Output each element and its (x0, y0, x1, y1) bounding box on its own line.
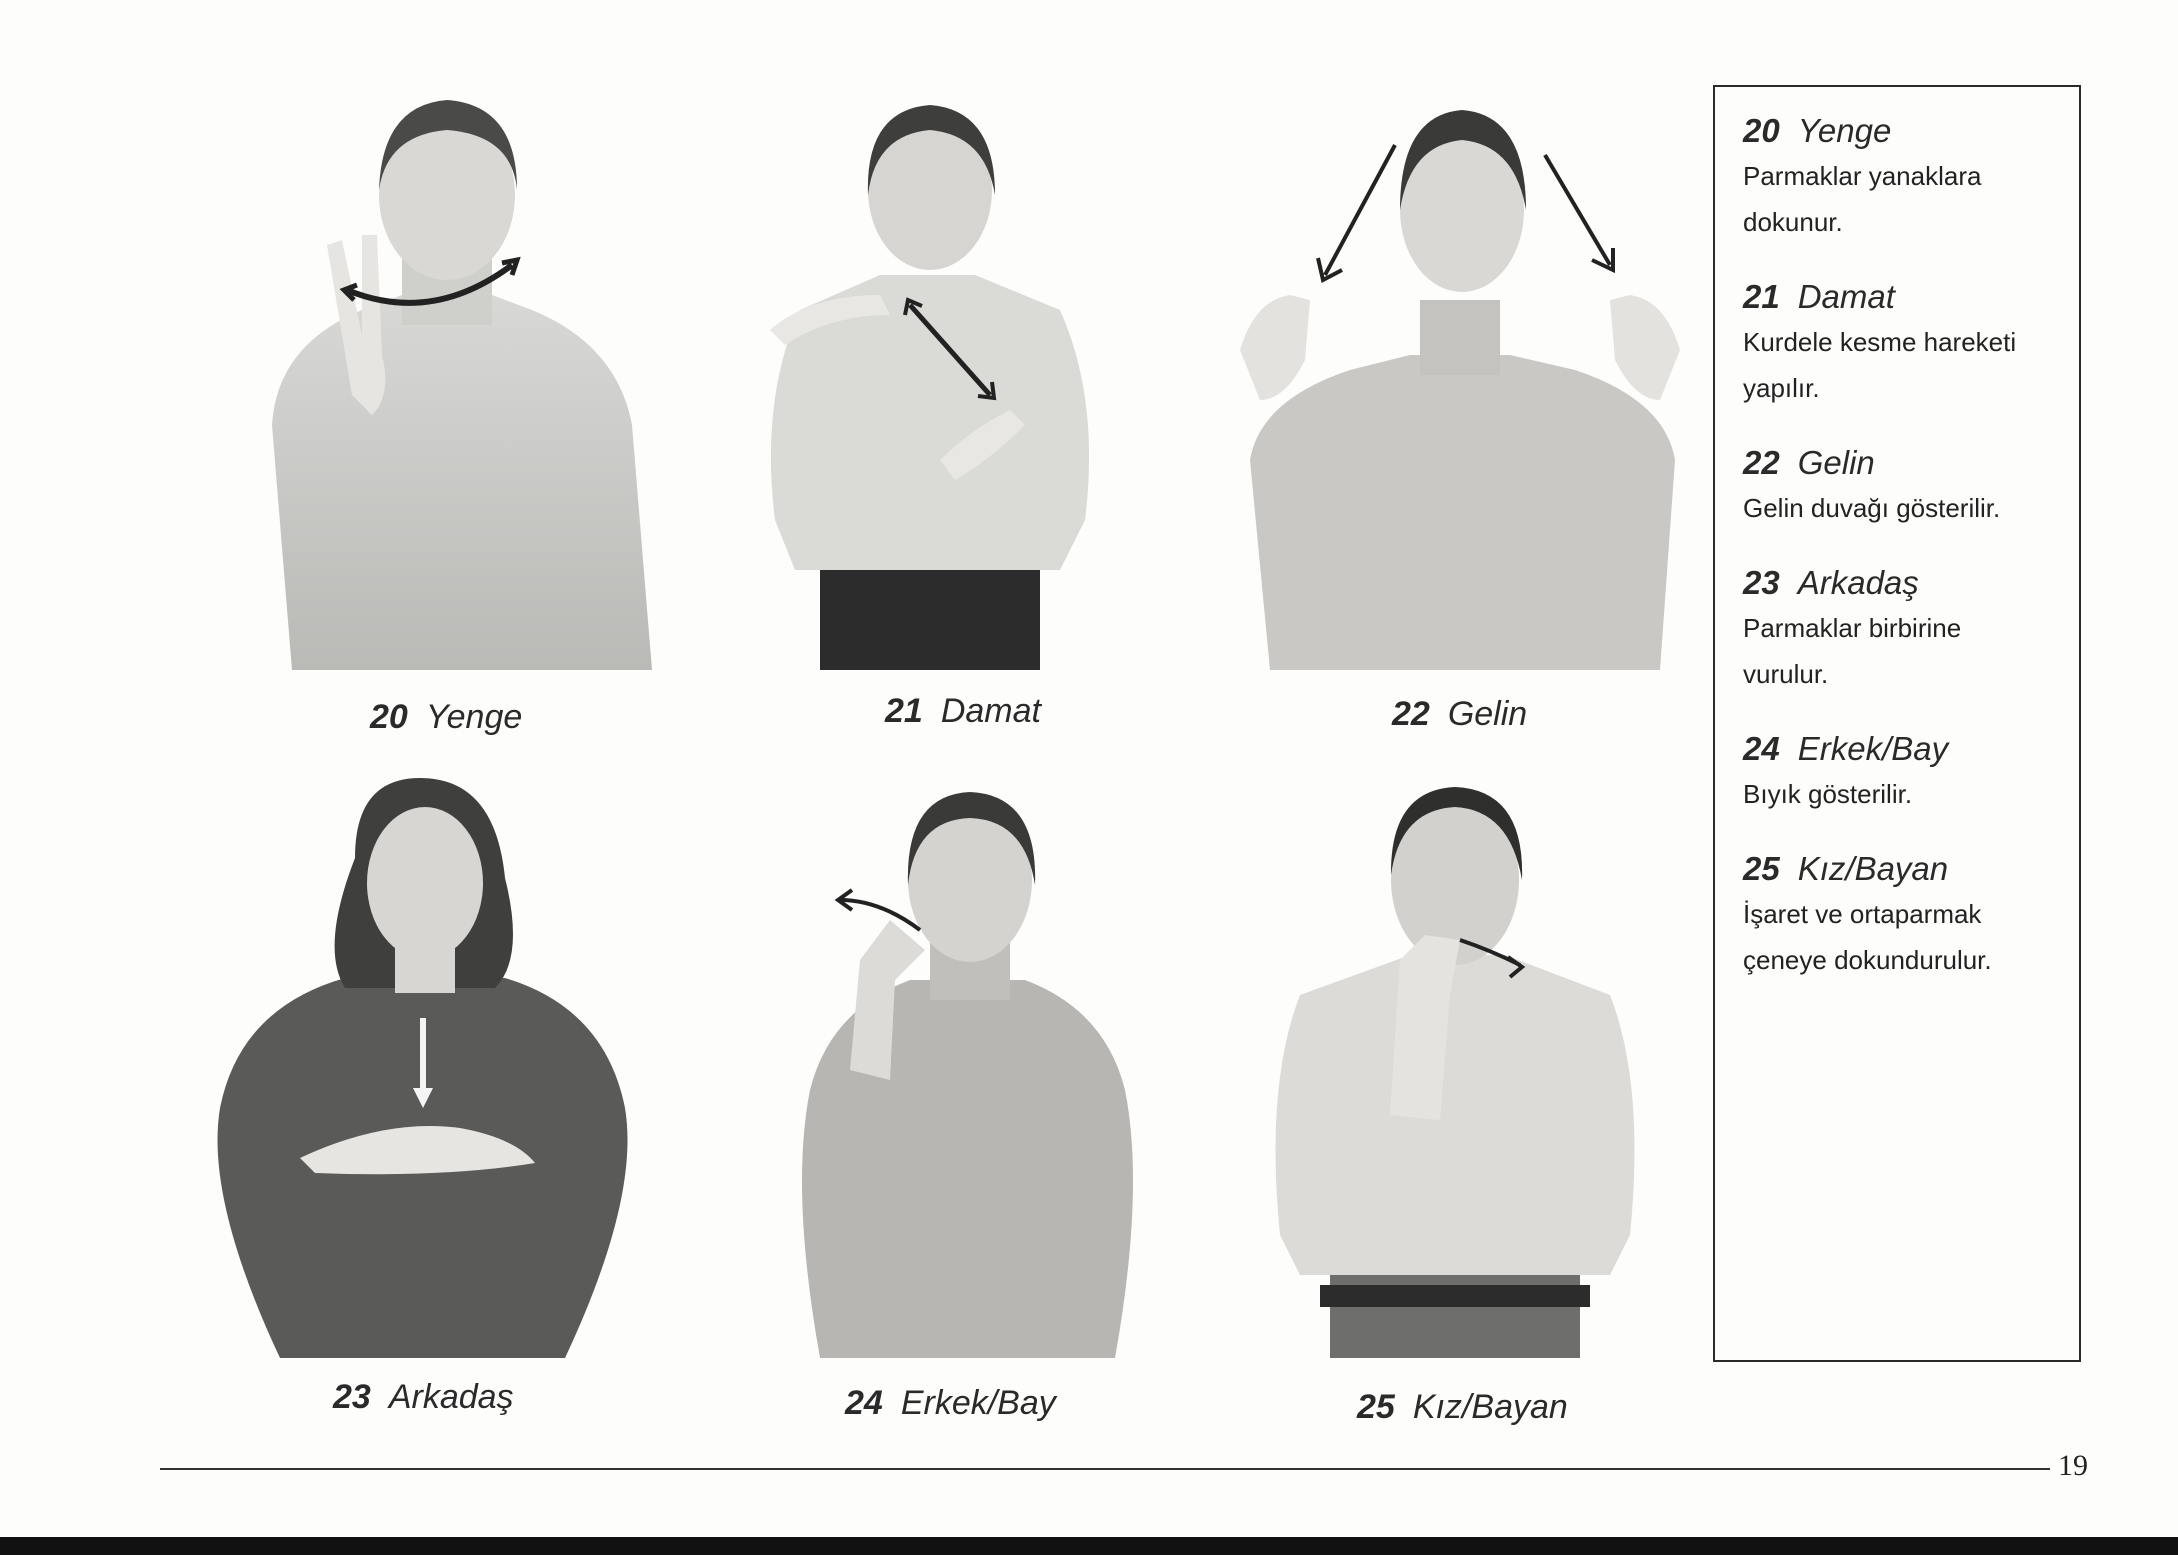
caption-25 (1357, 1388, 1568, 1427)
legend-description-line: yapılır. (1743, 373, 1820, 403)
legend-number: 24 (1743, 730, 1780, 767)
legend-description-line: Parmaklar yanaklara (1743, 161, 1982, 191)
caption-24 (845, 1384, 1056, 1423)
legend-word: Yenge (1797, 112, 1892, 149)
page-number: 19 (2058, 1449, 2088, 1482)
legend-entry-20 (1743, 109, 2051, 245)
legend-number: 25 (1743, 850, 1780, 887)
caption-word: Yenge (425, 698, 523, 736)
caption-number: 20 (370, 698, 408, 736)
legend-number: 20 (1743, 112, 1780, 149)
legend-word: Erkek/Bay (1797, 730, 1949, 767)
photo-20-yenge (232, 95, 662, 670)
caption-22 (1392, 695, 1527, 734)
caption-number: 21 (885, 692, 923, 730)
legend-word: Gelin (1797, 444, 1875, 481)
legend-description-line: vurulur. (1743, 659, 1829, 689)
legend-description-line: İşaret ve ortaparmak (1743, 899, 1982, 929)
person-illustration (205, 778, 640, 1358)
legend-word: Kız/Bayan (1797, 850, 1949, 887)
legend-description-line: Gelin duvağı gösterilir. (1743, 493, 2001, 523)
caption-word: Arkadaş (388, 1378, 514, 1416)
photo-24-erkek-bay (780, 790, 1155, 1358)
legend-description-line: Bıyık gösterilir. (1743, 779, 1913, 809)
caption-word: Kız/Bayan (1412, 1388, 1568, 1426)
legend-entry-23 (1743, 561, 2051, 697)
person-illustration (232, 95, 662, 670)
caption-word: Erkek/Bay (900, 1384, 1056, 1422)
legend-heading (1743, 561, 2051, 605)
legend-entry-25 (1743, 847, 2051, 983)
legend-heading (1743, 727, 2051, 771)
legend-number: 22 (1743, 444, 1780, 481)
footer-rule (160, 1468, 2050, 1470)
legend-heading (1743, 275, 2051, 319)
caption-number: 25 (1357, 1388, 1395, 1426)
photo-22-gelin (1230, 100, 1692, 670)
legend-box (1713, 85, 2081, 1362)
caption-number: 22 (1392, 695, 1430, 733)
caption-23 (333, 1378, 514, 1417)
photo-25-kiz-bayan (1260, 785, 1650, 1358)
legend-description-line: Kurdele kesme hareketi (1743, 327, 2017, 357)
caption-number: 23 (333, 1378, 371, 1416)
scan-edge (0, 1537, 2178, 1555)
legend-heading (1743, 847, 2051, 891)
legend-number: 23 (1743, 564, 1780, 601)
legend-heading (1743, 441, 2051, 485)
legend-description-line: Parmaklar birbirine (1743, 613, 1962, 643)
legend-word: Damat (1797, 278, 1895, 315)
caption-number: 24 (845, 1384, 883, 1422)
person-illustration (1230, 100, 1692, 670)
legend-word: Arkadaş (1797, 564, 1919, 601)
person-illustration (740, 100, 1115, 670)
caption-word: Gelin (1447, 695, 1528, 733)
person-illustration (1260, 785, 1650, 1358)
legend-heading (1743, 109, 2051, 153)
person-illustration (780, 790, 1155, 1358)
legend-entry-24 (1743, 727, 2051, 817)
caption-21 (885, 692, 1041, 731)
legend-number: 21 (1743, 278, 1780, 315)
photo-23-arkadas (205, 778, 640, 1358)
legend-description-line: dokunur. (1743, 207, 1843, 237)
legend-description-line: çeneye dokundurulur. (1743, 945, 1992, 975)
legend-entry-22 (1743, 441, 2051, 531)
legend-entry-21 (1743, 275, 2051, 411)
photo-21-damat (740, 100, 1115, 670)
caption-word: Damat (940, 692, 1041, 730)
caption-20 (370, 698, 522, 737)
